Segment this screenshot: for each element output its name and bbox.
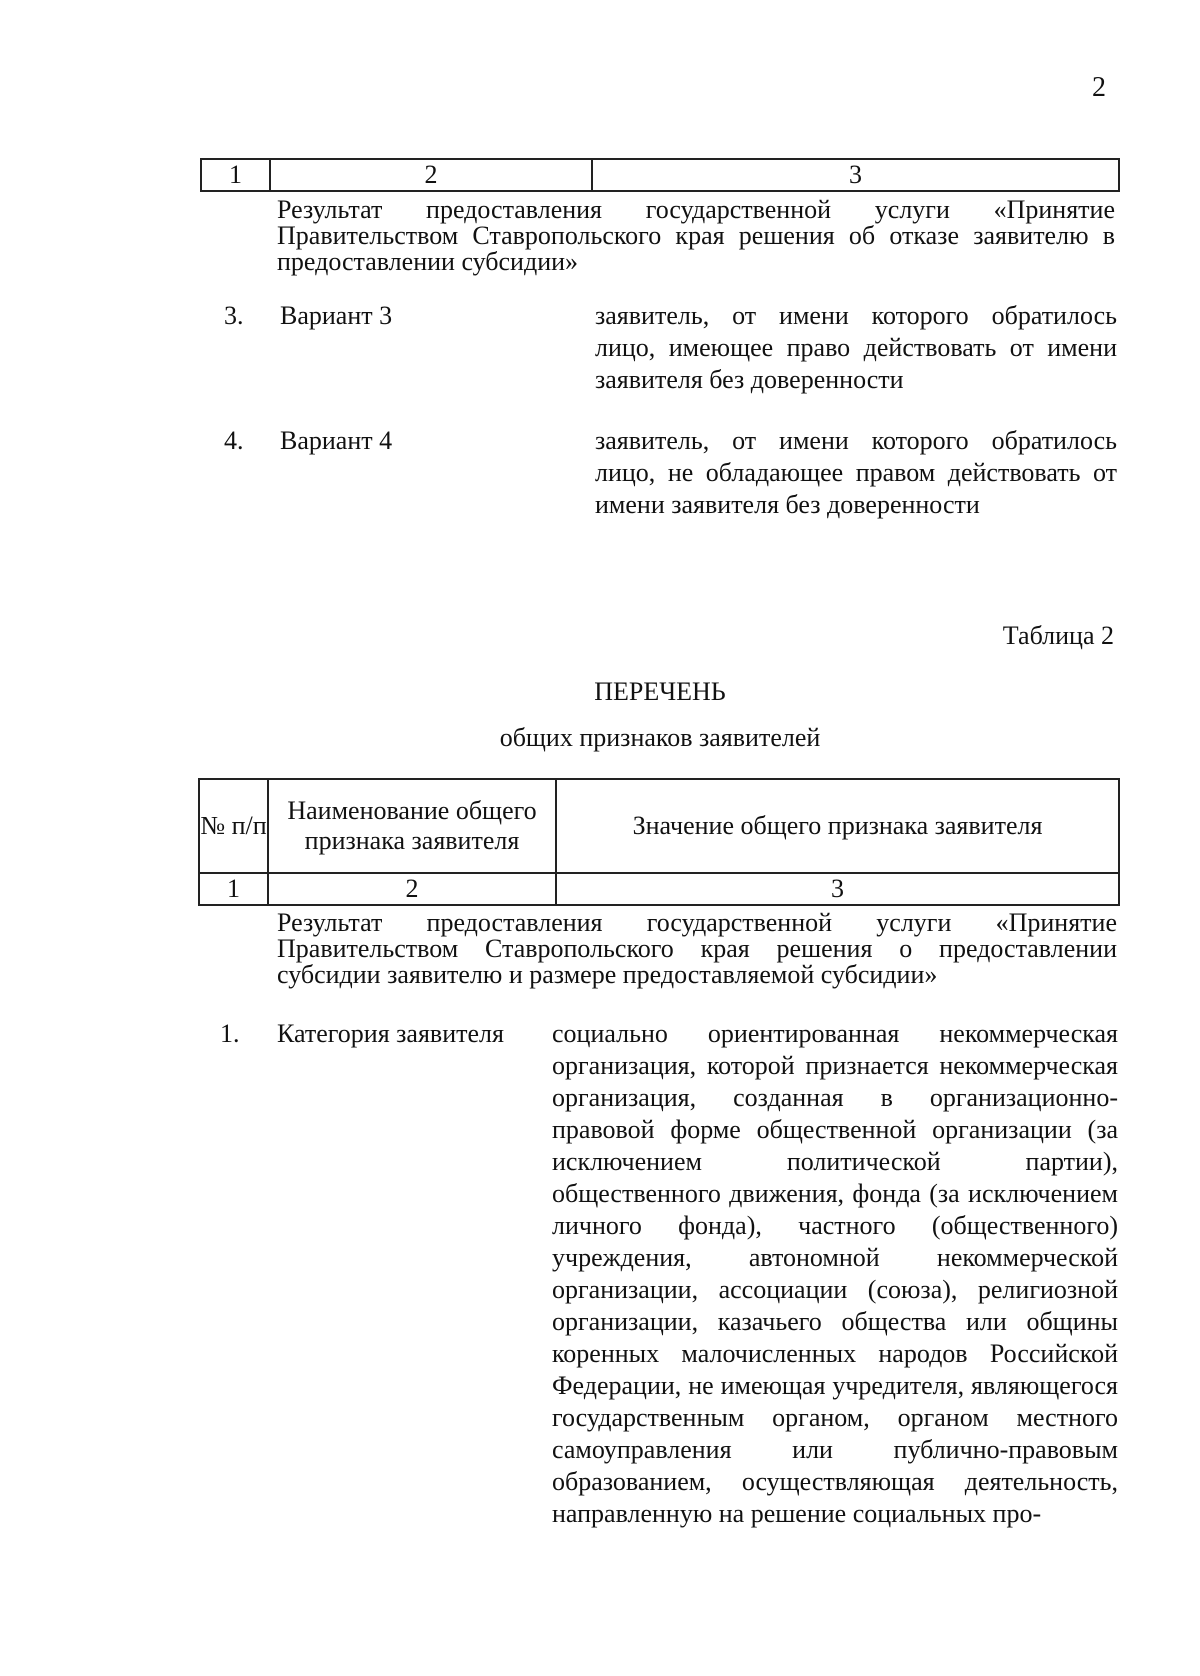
table2-column-number: № п/п — [199, 779, 268, 873]
table1-row3-number: 3. — [224, 301, 244, 330]
table1-row3-description: заявитель, от имени которого обратилось лицо, имеющее право действовать от имени заявителя без доверенности — [595, 301, 1117, 394]
table2-col-number-3: 3 — [556, 873, 1119, 905]
table2-row1-name: Категория заявителя — [277, 1019, 504, 1048]
table2-label: Таблица 2 — [1002, 621, 1114, 650]
table1-row4-number: 4. — [224, 426, 244, 455]
table1-col-number-3: 3 — [592, 159, 1119, 191]
table2-subtitle: общих признаков заявителей — [499, 723, 821, 752]
table1-row4-variant: Вариант 4 — [280, 426, 393, 455]
table1-row4-description: заявитель, от имени которого обратилось лицо, не обладающее правом действовать от имени заявителя без доверенности — [595, 426, 1117, 519]
table2-col-number-1: 1 — [199, 873, 268, 905]
table2-result-text: Результат предоставления государственной услуги «Принятие Правительством Ставропольского края решения о предоставлении субсидии заявителю и размере предоставляемой субсидии» — [277, 908, 1117, 989]
table1-result-text: Результат предоставления государственной услуги «Принятие Правительством Ставропольского края решения об отказе заявителю в предоставлении субсидии» — [277, 195, 1115, 276]
table2-title: ПЕРЕЧЕНЬ — [594, 677, 726, 706]
table1-col-number-1: 1 — [201, 159, 270, 191]
table1-row3-variant: Вариант 3 — [280, 301, 393, 330]
table2-row1-value: социально ориентированная некоммерческая организация, которой признается некоммерческая организация, созданная в организационно-правовой форме общественной организации (за исключением политической партии), общественного движения, фонда (за исключением личного фонда), частного (общественного) учреждения, автономной некоммерческой организации, ассоциации (союза), религиозной организации, казачьего общества или общины коренных малочисленных народов Российской Федерации, не имеющая учредителя, являющегося государственным органом, органом местного самоуправления или публично-правовым образованием, осуществляющая деятельность, направленную на решение социальных про- — [552, 1019, 1118, 1528]
table2-col-number-2: 2 — [268, 873, 556, 905]
table1-col-number-2: 2 — [270, 159, 592, 191]
table1-header — [200, 158, 1120, 192]
table2-row1-number: 1. — [220, 1019, 240, 1048]
table2-column-value: Значение общего признака заявителя — [556, 779, 1119, 873]
table2-header — [198, 778, 1120, 906]
table2-column-name: Наименование общего признака заявителя — [268, 779, 556, 873]
page-number: 2 — [1092, 72, 1106, 103]
